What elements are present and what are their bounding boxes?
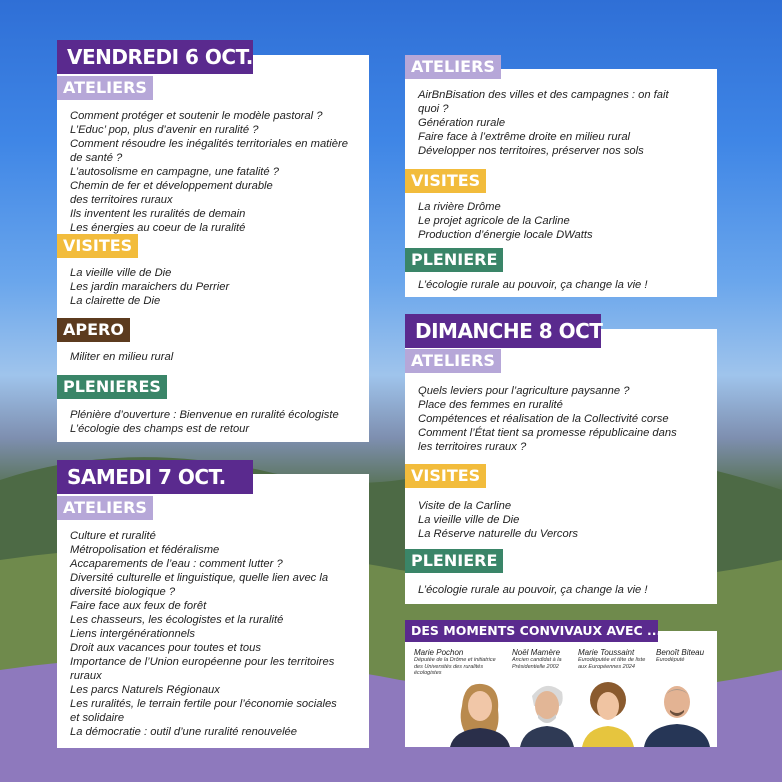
list-item: et solidaire: [70, 712, 125, 724]
person-card: [512, 648, 572, 670]
friday-plenieres-list: [70, 408, 365, 436]
list-item: L’autosolisme en campagne, une fatalité ?: [70, 166, 279, 178]
list-item: Militer en milieu rural: [70, 351, 174, 363]
list-item: La vieille ville de Die: [70, 267, 172, 279]
person-role: Eurodéputée et tête de liste aux Européennes 2024: [578, 657, 646, 670]
saturday-ateliers-list: [70, 529, 365, 739]
list-item: La Réserve naturelle du Vercors: [418, 528, 579, 540]
saturday-cont-visites-tag: VISITES: [405, 169, 486, 193]
list-item: Comment résoudre les inégalités territoriales en matière: [70, 138, 348, 150]
list-item: Comment l’État tient sa promesse républicaine dans: [418, 427, 677, 439]
person-card: [656, 648, 714, 664]
saturday-ateliers-tag: ATELIERS: [57, 496, 153, 520]
list-item: Quels leviers pour l’agriculture paysanne ?: [418, 385, 630, 397]
sunday-ateliers-list: [418, 384, 713, 454]
portrait-photo: [444, 676, 514, 747]
list-item: Importance de l’Union européenne pour les territoires: [70, 656, 335, 668]
friday-plenieres-tag: PLENIERES: [57, 375, 167, 399]
person-card: [578, 648, 652, 670]
saturday-cont-visites-list: [418, 200, 713, 242]
list-item: Production d’énergie locale DWatts: [418, 229, 593, 241]
saturday-cont-pleniere-list: [418, 278, 713, 292]
list-item: Chemin de fer et développement durable: [70, 180, 273, 192]
moments-title: DES MOMENTS CONVIVAUX AVEC ...: [405, 620, 658, 642]
list-item: Liens intergénérationnels: [70, 628, 196, 640]
list-item: Les énergies au coeur de la ruralité: [70, 222, 246, 234]
friday-visites-list: [70, 266, 365, 308]
list-item: Diversité culturelle et linguistique, quelle lien avec la: [70, 572, 329, 584]
list-item: L’écologie rurale au pouvoir, ça change la vie !: [418, 279, 648, 291]
list-item: ruraux: [70, 670, 102, 682]
list-item: des territoires ruraux: [70, 194, 173, 206]
list-item: Droit aux vacances pour toutes et tous: [70, 642, 261, 654]
list-item: Les jardin maraichers du Perrier: [70, 281, 230, 293]
friday-apero-list: [70, 350, 365, 364]
person-name: Marie Toussaint: [578, 648, 635, 657]
list-item: La rivière Drôme: [418, 201, 501, 213]
list-item: Métropolisation et fédéralisme: [70, 544, 220, 556]
person-name: Noël Mamère: [512, 648, 561, 657]
list-item: La clairette de Die: [70, 295, 161, 307]
sunday-ateliers-tag: ATELIERS: [405, 349, 501, 373]
person-role: Ancien candidat à la Présidentielle 2002: [512, 657, 562, 670]
sunday-pleniere-tag: PLENIERE: [405, 549, 503, 573]
portrait-photo: [516, 676, 578, 747]
list-item: Les chasseurs, les écologistes et la ruralité: [70, 614, 284, 626]
saturday-cont-pleniere-tag: PLENIERE: [405, 248, 503, 272]
sunday-visites-tag: VISITES: [405, 464, 486, 488]
list-item: L’Educ’ pop, plus d’avenir en ruralité ?: [70, 124, 259, 136]
sunday-title: DIMANCHE 8 OCT.: [405, 314, 601, 348]
list-item: Le projet agricole de la Carline: [418, 215, 570, 227]
saturday-cont-ateliers-list: [418, 88, 713, 158]
list-item: Faire face à l’extrême droite en milieu rural: [418, 131, 631, 143]
list-item: Place des femmes en ruralité: [418, 399, 563, 411]
list-item: AirBnBisation des villes et des campagnes : on fait: [418, 89, 669, 101]
friday-ateliers-tag: ATELIERS: [57, 76, 153, 100]
friday-ateliers-list: [70, 109, 365, 235]
friday-apero-tag: APERO: [57, 318, 130, 342]
saturday-title: SAMEDI 7 OCT.: [57, 460, 253, 494]
list-item: Les ruralités, le terrain fertile pour l’économie sociales: [70, 698, 337, 710]
list-item: Comment protéger et soutenir le modèle pastoral ?: [70, 110, 323, 122]
friday-visites-tag: VISITES: [57, 234, 138, 258]
person-name: Marie Pochon: [414, 648, 464, 657]
person-role: Eurodéputé: [656, 657, 685, 663]
list-item: L’écologie des champs est de retour: [70, 423, 250, 435]
list-item: Compétences et réalisation de la Collectivité corse: [418, 413, 669, 425]
portrait-photo: [578, 676, 638, 747]
list-item: quoi ?: [418, 103, 449, 115]
list-item: Accaparements de l’eau : comment lutter ?: [70, 558, 283, 570]
person-role: Députée de la Drôme et initiatrice des Universités des ruralités écologistes: [414, 657, 496, 676]
list-item: Faire face aux feux de forêt: [70, 600, 207, 612]
list-item: diversité biologique ?: [70, 586, 176, 598]
list-item: La démocratie : outil d’une ruralité renouvelée: [70, 726, 297, 738]
list-item: Génération rurale: [418, 117, 506, 129]
portrait-photo: [640, 676, 714, 747]
person-name: Benoît Biteau: [656, 648, 705, 657]
list-item: les territoires ruraux ?: [418, 441, 527, 453]
sunday-pleniere-list: [418, 583, 713, 597]
list-item: Visite de la Carline: [418, 500, 512, 512]
list-item: Plénière d’ouverture : Bienvenue en ruralité écologiste: [70, 409, 339, 421]
friday-title: VENDREDI 6 OCT.: [57, 40, 253, 74]
list-item: Ils inventent les ruralités de demain: [70, 208, 246, 220]
sunday-visites-list: [418, 499, 713, 541]
list-item: Développer nos territoires, préserver nos sols: [418, 145, 644, 157]
list-item: La vieille ville de Die: [418, 514, 520, 526]
list-item: Culture et ruralité: [70, 530, 156, 542]
saturday-cont-ateliers-tag: ATELIERS: [405, 55, 501, 79]
list-item: L’écologie rurale au pouvoir, ça change la vie !: [418, 584, 648, 596]
list-item: Les parcs Naturels Régionaux: [70, 684, 220, 696]
person-card: [414, 648, 506, 677]
list-item: de santé ?: [70, 152, 123, 164]
